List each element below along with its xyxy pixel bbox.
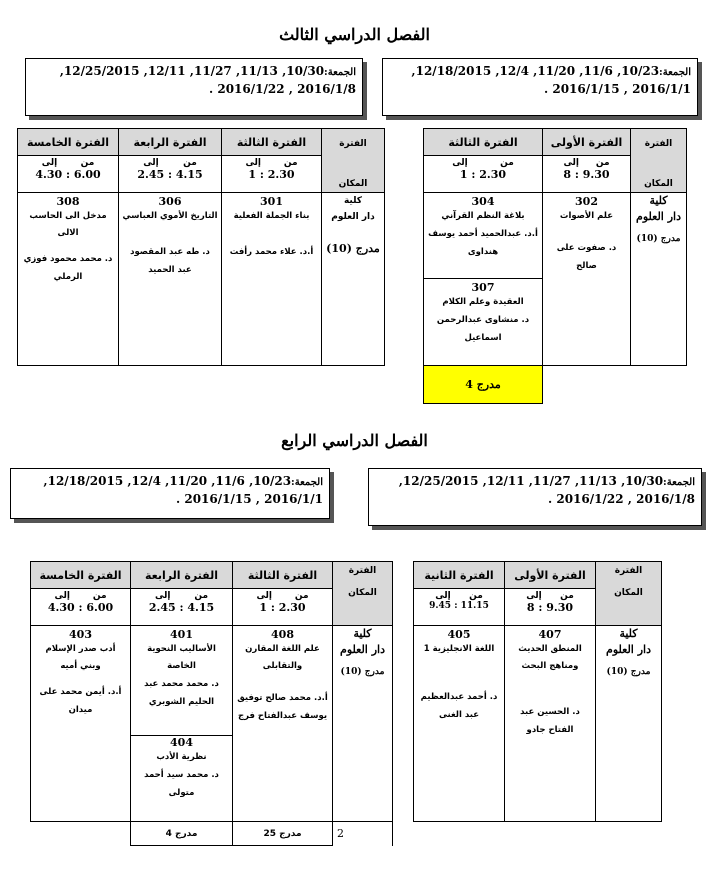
time-period-3 xyxy=(424,156,543,193)
place-cell xyxy=(596,626,662,822)
period-label: الفترة xyxy=(644,139,673,149)
course-code: 302 xyxy=(575,195,598,208)
course-name: علم الأصوات xyxy=(559,211,614,221)
course-professor: د. صفوت على صالح xyxy=(556,243,617,271)
course-professor: د. منشاوى عبدالرحمن اسماعيل xyxy=(436,315,530,343)
semester3-right-table xyxy=(423,128,687,404)
hall-p4: مدرج 4 xyxy=(131,822,233,846)
to-label: إلى xyxy=(526,591,542,601)
course-code: 308 xyxy=(56,195,80,208)
period-place-header xyxy=(322,129,385,193)
dates-label: الجمعة: xyxy=(659,67,691,78)
time-value: 2.45 : 4.15 xyxy=(137,168,203,181)
header-period-5: الفترة الخامسة xyxy=(31,562,131,589)
place-line2: دار العلوم xyxy=(606,643,651,656)
course-professor: أ.د. أيمن محمد على ميدان xyxy=(39,687,122,715)
dates-line1: 10/30, 11/13, 11/27, 12/11, 12/25/2015, xyxy=(59,64,325,78)
place-line1: كلية xyxy=(649,194,668,207)
semester4-dates-right xyxy=(368,468,702,526)
period-label: الفترة xyxy=(339,139,367,149)
course-name: بناء الجملة الفعلية xyxy=(233,211,310,221)
course-307 xyxy=(424,279,543,366)
semester4-dates-left xyxy=(10,468,330,519)
place-line2: دار العلوم xyxy=(340,643,385,656)
course-code: 304 xyxy=(471,195,495,208)
course-name: الأساليب النحوية الخاصة xyxy=(147,644,216,671)
time-value: 9.45 : 11.15 xyxy=(429,601,489,611)
course-code: 301 xyxy=(260,195,283,208)
course-name: نظرية الأدب xyxy=(156,752,207,762)
semester3-dates-right xyxy=(382,58,698,116)
place-line3: مدرج (10) xyxy=(636,234,681,244)
semester4-right-table xyxy=(413,561,662,822)
time-period-5 xyxy=(18,156,119,193)
empty-cell xyxy=(31,822,131,846)
dates-line2: 2016/1/1 , 2016/1/15 . xyxy=(544,82,691,96)
dates-line1: 10/30, 11/13, 11/27, 12/11, 12/25/2015, xyxy=(398,474,664,488)
course-301 xyxy=(222,193,322,366)
time-value: 2.45 : 4.15 xyxy=(148,601,215,614)
from-label: من xyxy=(92,591,107,601)
time-period-3 xyxy=(233,589,333,626)
course-professor: أ.د. محمد صالح توفيق يوسف عبدالفتاح فرج xyxy=(237,693,328,721)
course-name: اللغة الانجليزية 1 xyxy=(423,644,495,654)
header-period-3: الفترة الثالثة xyxy=(424,129,543,156)
place-cell xyxy=(322,193,385,366)
place-line1: كلية xyxy=(343,196,363,206)
time-period-1 xyxy=(543,156,631,193)
semester3-left-table xyxy=(17,128,385,366)
semester3-dates-left xyxy=(25,58,363,116)
course-code: 405 xyxy=(447,628,471,641)
time-period-1 xyxy=(505,589,596,626)
course-code: 407 xyxy=(538,628,562,641)
place-line2: دار العلوم xyxy=(331,212,375,222)
course-name: المنطق الحديث ومناهج البحث xyxy=(518,644,582,671)
from-label: من xyxy=(194,591,209,601)
period-place-header xyxy=(333,562,393,626)
header-period-4: الفترة الرابعة xyxy=(119,129,222,156)
time-value: 4.30 : 6.00 xyxy=(47,601,114,614)
hall-p3: مدرج 25 xyxy=(233,822,333,846)
course-professor: د. محمد محمود فوزي الرملي xyxy=(23,254,113,282)
header-period-3: الفترة الثالثة xyxy=(233,562,333,589)
period-place-header xyxy=(631,129,687,193)
from-label: من xyxy=(469,591,483,601)
course-code: 404 xyxy=(170,736,193,749)
dates-line2: 2016/1/1 , 2016/1/15 . xyxy=(176,492,323,506)
dates-label: الجمعة: xyxy=(324,67,356,78)
from-label: من xyxy=(294,591,309,601)
from-label: من xyxy=(80,158,95,168)
course-401 xyxy=(131,626,233,736)
course-302 xyxy=(543,193,631,366)
from-label: من xyxy=(283,158,298,168)
to-label: إلى xyxy=(435,591,451,601)
course-code: 408 xyxy=(271,628,294,641)
course-code: 401 xyxy=(170,628,193,641)
page-number: 2 xyxy=(337,827,344,841)
course-code: 306 xyxy=(158,195,182,208)
to-label: إلى xyxy=(452,158,468,168)
time-value: 8 : 9.30 xyxy=(526,601,574,614)
header-period-4: الفترة الرابعة xyxy=(131,562,233,589)
empty-cell xyxy=(543,366,687,404)
period-label: الفترة xyxy=(614,566,643,576)
course-name: بلاغة النظم القرآني xyxy=(441,211,525,221)
semester3-title: الفصل الدراسي الثالث xyxy=(279,25,430,44)
to-label: إلى xyxy=(245,158,262,168)
course-name: مدخل الى الحاسب الالى xyxy=(29,211,107,238)
time-value: 1 : 2.30 xyxy=(248,168,295,181)
course-408 xyxy=(233,626,333,822)
place-line3: مدرج (10) xyxy=(326,242,380,255)
course-professor: أ.د. عبدالحميد أحمد يوسف هنداوى xyxy=(428,229,538,257)
to-label: إلى xyxy=(563,158,580,168)
to-label: إلى xyxy=(41,158,58,168)
time-period-2 xyxy=(414,589,505,626)
course-professor: د. محمد سيد أحمد متولى xyxy=(144,770,219,798)
course-404 xyxy=(131,736,233,822)
period-label: الفترة xyxy=(348,566,377,576)
header-period-5: الفترة الخامسة xyxy=(18,129,119,156)
course-professor: د. الحسين عبد الفتاح جادو xyxy=(520,707,580,735)
from-label: من xyxy=(595,158,610,168)
time-period-5 xyxy=(31,589,131,626)
period-place-header xyxy=(596,562,662,626)
course-name: أدب صدر الإسلام وبني أميه xyxy=(45,644,116,671)
course-403 xyxy=(31,626,131,822)
header-period-1: الفترة الأولى xyxy=(543,129,631,156)
course-407 xyxy=(505,626,596,822)
course-code: 307 xyxy=(471,281,495,294)
header-period-1: الفترة الأولى xyxy=(505,562,596,589)
to-label: إلى xyxy=(143,158,159,168)
place-label: المكان xyxy=(348,588,377,598)
time-value: 4.30 : 6.00 xyxy=(35,168,101,181)
from-label: من xyxy=(500,158,514,168)
place-line3: مدرج (10) xyxy=(340,667,385,677)
dates-line1: 10/23, 11/6, 11/20, 12/4, 12/18/2015, xyxy=(411,64,660,78)
header-period-2: الفترة الثانية xyxy=(414,562,505,589)
place-line2: دار العلوم xyxy=(636,210,681,223)
dates-line1: 10/23, 11/6, 11/20, 12/4, 12/18/2015, xyxy=(43,474,292,488)
dates-line2: 2016/1/8 , 2016/1/22 . xyxy=(209,82,356,96)
time-value: 1 : 2.30 xyxy=(259,601,306,614)
to-label: إلى xyxy=(54,591,71,601)
to-label: إلى xyxy=(154,591,171,601)
course-304 xyxy=(424,193,543,279)
header-period-3: الفترة الثالثة xyxy=(222,129,322,156)
time-period-3 xyxy=(222,156,322,193)
place-label: المكان xyxy=(614,588,643,598)
time-period-4 xyxy=(131,589,233,626)
course-professor: أ.د. علاء محمد رأفت xyxy=(229,247,314,257)
course-name: علم اللغة المقارن والتقابلى xyxy=(245,644,320,671)
time-value: 1 : 2.30 xyxy=(459,168,507,181)
course-306 xyxy=(119,193,222,366)
page-number-cell xyxy=(333,822,393,846)
semester4-title: الفصل الدراسي الرابع xyxy=(281,431,428,450)
course-name: العقيدة وعلم الكلام xyxy=(442,297,524,307)
time-period-4 xyxy=(119,156,222,193)
place-line1: كلية xyxy=(619,627,638,640)
dates-label: الجمعة: xyxy=(663,477,695,488)
place-line1: كلية xyxy=(353,627,372,640)
from-label: من xyxy=(560,591,574,601)
to-label: إلى xyxy=(256,591,273,601)
hall-badge: مدرج 4 xyxy=(424,366,543,404)
course-professor: د. طه عبد المقصود عبد الحميد xyxy=(130,247,210,275)
dates-line2: 2016/1/8 , 2016/1/22 . xyxy=(548,492,695,506)
from-label: من xyxy=(183,158,197,168)
place-label: المكان xyxy=(644,179,673,189)
place-line3: مدرج (10) xyxy=(606,667,651,677)
place-cell xyxy=(631,193,687,366)
course-professor: د. أحمد عبدالعظيم عبد الغنى xyxy=(420,692,498,720)
place-label: المكان xyxy=(338,179,368,189)
course-code: 403 xyxy=(69,628,92,641)
time-value: 8 : 9.30 xyxy=(563,168,610,181)
course-308 xyxy=(18,193,119,366)
course-405 xyxy=(414,626,505,822)
dates-label: الجمعة: xyxy=(291,477,323,488)
semester4-left-table xyxy=(30,561,393,846)
course-professor: د. محمد محمد عبد الحليم الشوبري xyxy=(144,679,219,707)
course-name: التاريخ الأموي العباسي xyxy=(122,211,218,221)
place-cell xyxy=(333,626,393,822)
